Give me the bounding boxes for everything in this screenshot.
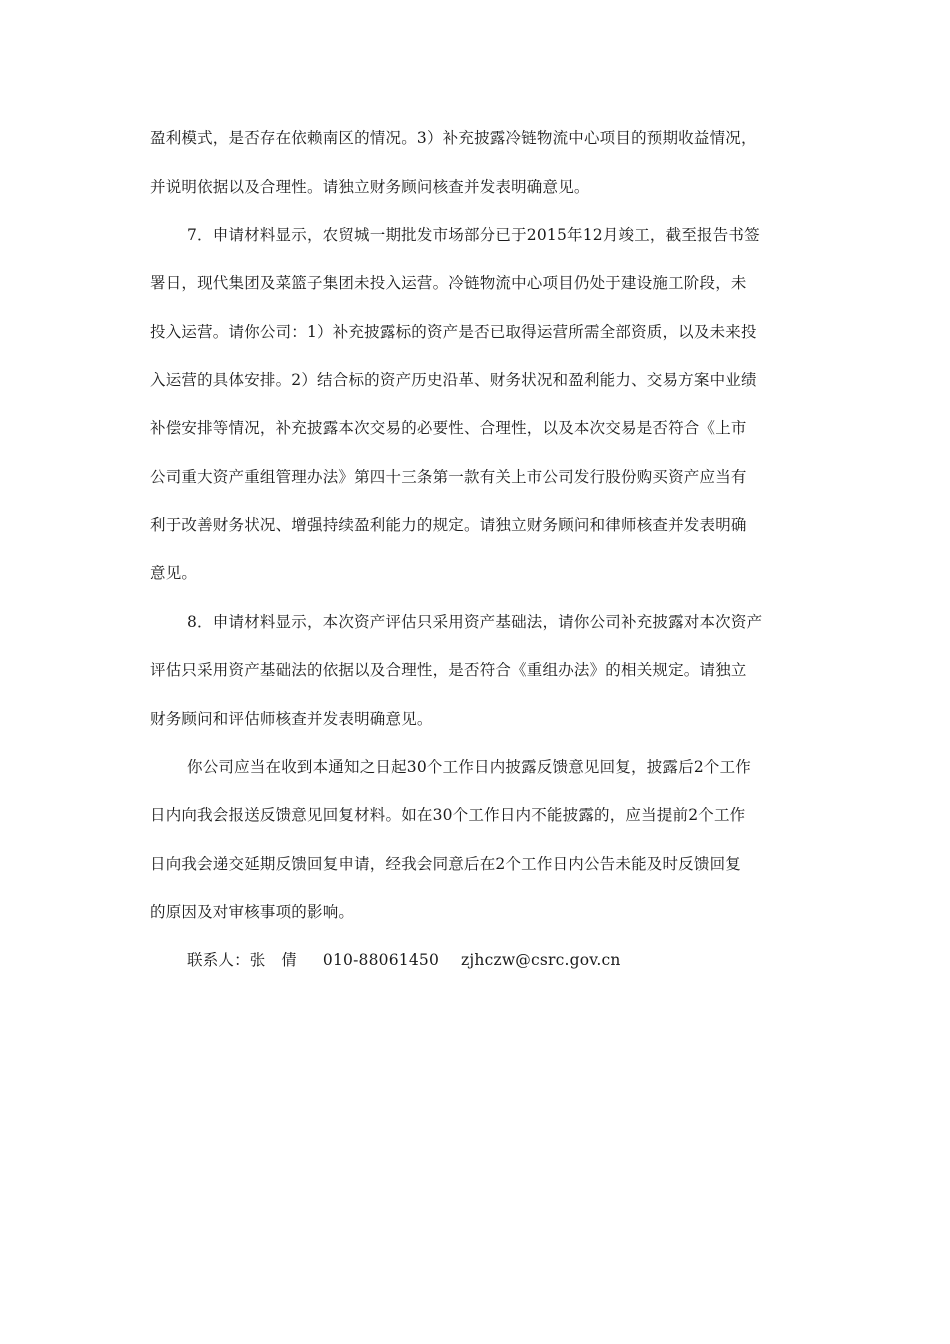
item-8-line-2: 评估只采用资产基础法的依据以及合理性，是否符合《重组办法》的相关规定。请独立: [150, 661, 747, 679]
text-line-1: 盈利模式，是否存在依赖南区的情况。3）补充披露冷链物流中心项目的预期收益情况，: [150, 129, 757, 147]
item-7-line-3: 投入运营。请你公司：1）补充披露标的资产是否已取得运营所需全部资质，以及未来投: [150, 323, 757, 341]
item-8-line-1: 8．申请材料显示，本次资产评估只采用资产基础法，请你公司补充披露对本次资产: [187, 613, 763, 631]
item-7-line-1: 7．申请材料显示，农贸城一期批发市场部分已于2015年12月竣工，截至报告书签: [187, 226, 760, 244]
item-7-line-4: 入运营的具体安排。2）结合标的资产历史沿革、财务状况和盈利能力、交易方案中业绩: [150, 371, 757, 389]
item-7-line-6: 公司重大资产重组管理办法》第四十三条第一款有关上市公司发行股份购买资产应当有: [150, 468, 747, 486]
notice-line-2: 日内向我会报送反馈意见回复材料。如在30个工作日内不能披露的，应当提前2个工作: [150, 806, 746, 824]
item-7-line-2: 署日，现代集团及菜篮子集团未投入运营。冷链物流中心项目仍处于建设施工阶段，未: [150, 274, 747, 292]
contact-label: 联系人：张 倩: [187, 951, 297, 969]
contact-email: zjhczw@csrc.gov.cn: [461, 951, 621, 969]
item-7-line-7: 利于改善财务状况、增强持续盈利能力的规定。请独立财务顾问和律师核查并发表明确: [150, 516, 747, 534]
contact-line: [187, 950, 810, 970]
item-8-line-3: 财务顾问和评估师核查并发表明确意见。: [150, 710, 433, 728]
notice-line-4: 的原因及对审核事项的影响。: [150, 903, 355, 921]
notice-line-3: 日向我会递交延期反馈回复申请，经我会同意后在2个工作日内公告未能及时反馈回复: [150, 855, 741, 873]
item-7-line-5: 补偿安排等情况，补充披露本次交易的必要性、合理性，以及本次交易是否符合《上市: [150, 419, 747, 437]
item-7-line-8: 意见。: [150, 564, 198, 582]
text-line-2: 并说明依据以及合理性。请独立财务顾问核查并发表明确意见。: [150, 178, 590, 196]
notice-line-1: 你公司应当在收到本通知之日起30个工作日内披露反馈意见回复，披露后2个工作: [187, 758, 751, 776]
contact-phone: 010-88061450: [322, 951, 440, 969]
